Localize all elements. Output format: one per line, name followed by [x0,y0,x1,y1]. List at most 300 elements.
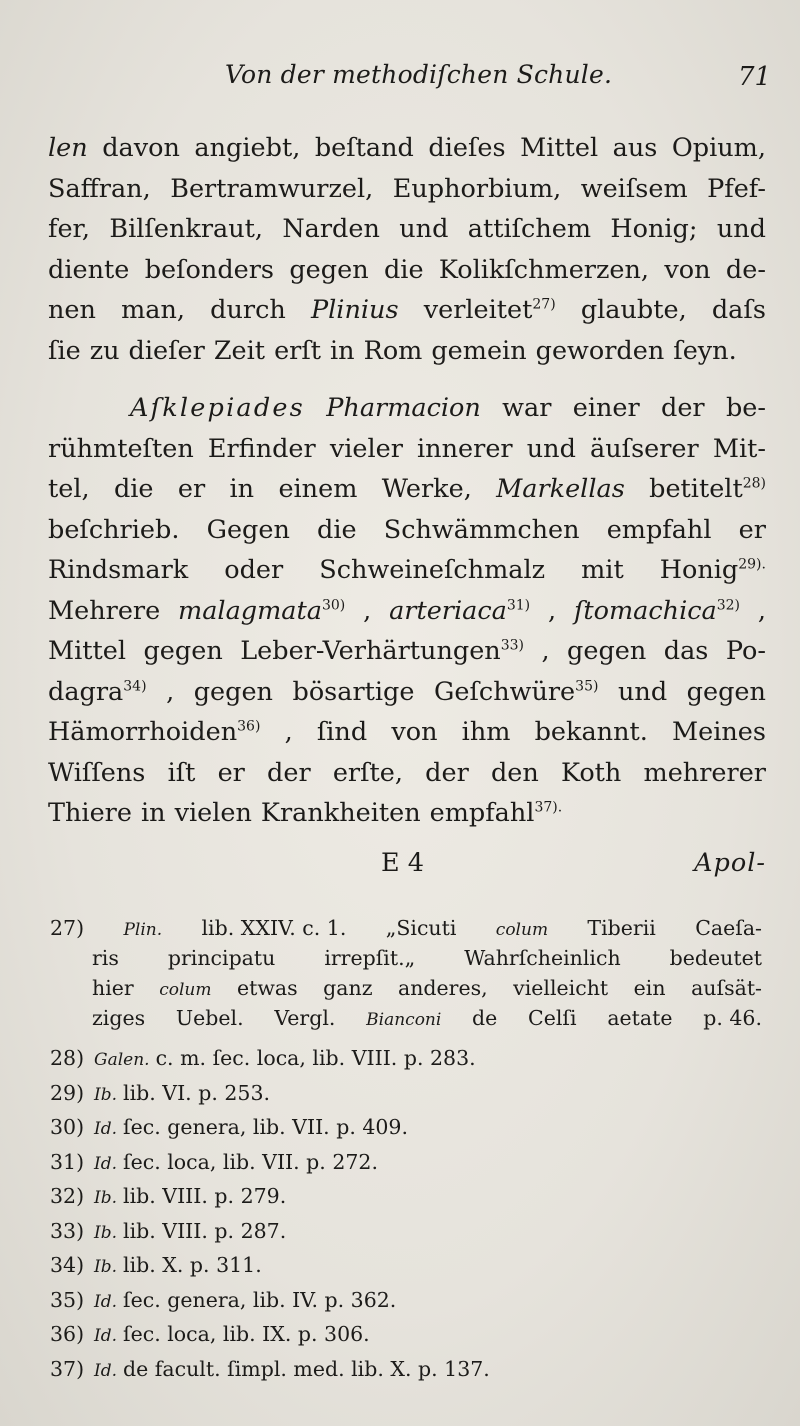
page-number: 71 [738,62,772,92]
footnote-text: lib. VIII. p. 287. [123,1218,287,1243]
body-word [317,712,367,753]
body-word-text: der [661,393,705,423]
note-word [398,973,488,1003]
body-word-text: rühmteſten [48,433,194,464]
body-word [672,128,766,169]
body-word [121,290,185,331]
body-word [607,510,712,551]
note-word [50,913,84,943]
body-word-text: diente [48,254,130,285]
footnote-line [50,913,762,943]
body-word [285,712,293,753]
body-word [581,290,687,331]
footnote-reference: 33) [500,637,524,654]
footnote-line [50,1003,762,1033]
footnote-reference: 34) [123,678,147,694]
body-word [739,510,766,551]
footnote-number: 35) [50,1287,85,1312]
footnote-reference: 37). [534,799,563,816]
footnote-item [50,1214,762,1249]
body-word-text: Thiere [48,798,132,828]
note-word-text: principatu [167,946,276,970]
footnote-source: Ib. [94,1257,118,1277]
body-word [48,250,129,291]
body-word-text: die [113,474,154,504]
footnote-item [50,1317,762,1352]
body-word [48,469,90,510]
body-word-text: Bilſenkraut, [109,214,263,244]
body-word [141,793,166,834]
footnote-item [50,1352,762,1387]
body-word [317,510,357,551]
body-word [428,128,505,169]
body-word [315,128,414,169]
body-word-text: die [317,514,357,545]
note-word-text: Bianconi [366,1010,442,1030]
footnote-number: 28) [50,1046,85,1070]
footnote-line [50,973,762,1003]
footnotes [50,913,762,1386]
body-word-text: gegen [289,254,369,285]
body-word [713,429,766,470]
body-word-text: von [391,717,438,747]
body-word-text: beſonders [144,254,275,285]
body-word-text: in [330,335,355,366]
footnote-item [50,1283,762,1318]
note-word-text: Tiberii [587,916,656,940]
note-word [324,943,415,973]
note-word [513,973,608,1003]
body-word-text: betitelt [649,474,743,504]
note-word-text: p. 46. [703,1006,762,1030]
note-word-text: Plin. [123,920,163,940]
body-word-text: Pfef- [707,173,766,204]
note-word [92,943,119,973]
note-word-text: colum [159,980,212,1000]
body-word [468,209,591,250]
body-word-text: und [399,214,449,244]
body-word-text: Saffran, [48,173,151,204]
body-word-text: angiebt, [194,133,301,163]
note-word-text: auſsät- [691,976,762,1000]
body-word [439,250,649,291]
body-word [178,591,345,632]
body-word [109,209,263,250]
body-word-text: der [267,757,311,788]
body-word [240,631,524,672]
body-word-text: , [757,595,766,626]
footnote-reference: 28) [742,475,766,492]
body-word-text: von [664,254,711,285]
text-line [48,331,766,372]
body-word-text: ſind [316,717,368,747]
body-word [535,712,648,753]
footnote-text: ſec. genera, lib. VII. p. 409. [123,1115,408,1139]
body-word [48,753,145,794]
body-word-text: ſeyn. [673,335,737,366]
body-word [48,128,88,169]
body-word [207,510,290,551]
body-word [712,290,766,331]
body-word-text: Wiſſens [48,757,146,788]
body-word-text: und [617,676,668,707]
body-word [230,469,255,510]
text-line [48,290,766,331]
body-word-text: einem [278,474,358,504]
footnote-source: Id. [94,1360,118,1381]
body-word-text: Euphorbium, [392,173,562,204]
footnote-number: 33) [50,1218,85,1243]
footnote-number: 32) [50,1184,85,1208]
body-word-text: Hämorrhoiden [48,717,238,747]
body-word-text: die [383,254,424,285]
body-word-text: Mittel [48,636,127,666]
body-word [224,550,283,591]
note-word [123,915,162,945]
text-line [48,209,766,250]
body-word [618,672,667,713]
body-word [330,429,403,470]
body-word [170,169,373,210]
body-word-text: erſt [274,335,322,366]
body-word [218,753,245,794]
footnote-item [50,1145,762,1180]
text-line [48,250,766,291]
body-word [567,631,646,672]
note-word [634,973,666,1003]
body-word-text: und [716,214,766,244]
body-word-text: Krankheiten [260,798,421,828]
note-word-text: ganz [323,976,373,1000]
body-word-text: glaubte, [580,295,687,325]
body-word [48,510,179,551]
body-word-text: bösartige [292,676,415,707]
footnote-text: ſec. genera, lib. IV. p. 362. [123,1287,397,1312]
body-word-text: das [663,636,709,666]
footnote-number: 30) [50,1115,85,1139]
page-header [0,58,800,98]
body-word-text: gegen [567,636,647,666]
note-word [386,913,457,943]
body-word [382,469,472,510]
body-word [502,388,551,429]
body-word-text: und [526,433,576,464]
note-word-text: ein [633,976,666,1000]
body-word-text: Kolikſchmerzen, [438,254,650,285]
body-word [541,631,549,672]
note-word [92,1003,145,1033]
body-word [434,672,598,713]
note-word [472,1003,497,1033]
body-word [145,250,274,291]
body-word [363,591,371,632]
note-word [323,973,372,1003]
body-word-text: Honig; [610,214,698,244]
footnote-item [50,1248,762,1283]
text-line [48,510,766,551]
body-word [274,331,321,372]
body-word [208,429,316,470]
note-word-text: Caeſa- [695,916,762,940]
body-word [673,331,736,372]
body-word [48,169,151,210]
text-line [48,429,766,470]
body-word-text: Werke, [381,474,472,504]
body-word [178,469,205,510]
body-word [417,429,513,470]
body-word-text: geworden [535,335,665,366]
note-word-text: vielleicht [513,976,609,1000]
body-word [214,331,265,372]
body-word-text: er [217,757,245,788]
body-word-text: Rom [363,335,423,366]
body-word-text: Schweineſchmalz [319,555,546,585]
body-word-text: empfahl [606,514,712,545]
text-line [48,550,766,591]
body-word-text: Honig [659,555,739,585]
footnote-reference: 27) [532,296,556,313]
body-word-text: äuſserer [590,433,699,464]
footnote-source: Id. [94,1326,118,1346]
text-line [48,469,766,510]
text-line [48,672,766,713]
body-word-text: Plinius [310,295,399,325]
body-word [660,550,766,591]
body-word-text: empfahl [429,798,535,828]
catchword: Apol- [694,848,766,878]
body-word [129,331,205,372]
text-line [48,388,766,429]
footnote-item [50,1041,762,1076]
body-word-text: Rindsmark [48,555,189,585]
body-word-text: er [738,514,766,545]
body-word-text: Mittel [520,133,599,163]
note-word-text: irrepſit.„ [324,946,416,970]
note-word-text: Vergl. [274,1006,336,1030]
body-word-text: Leber-Verhärtungen [240,636,501,666]
body-word [267,753,311,794]
body-word [384,250,424,291]
footnote-line [50,943,762,973]
body-word [726,250,766,291]
body-word-text: , [166,676,175,707]
body-word-text: malagmata [178,595,322,626]
body-word [581,169,688,210]
body-word-text: nen [48,295,96,325]
page-footer-line [48,848,766,888]
note-word-text: ris [92,946,119,970]
body-word [462,712,511,753]
note-word-text: de [472,1006,498,1030]
note-word [159,975,211,1005]
body-word [664,250,710,291]
body-word-text: gegen [193,676,273,707]
body-word [726,631,766,672]
text-line [48,128,766,169]
body-word-text: Schwämmchen [383,514,580,545]
signature-mark: E 4 [381,848,424,878]
note-word-text: „Sicuti [385,916,457,940]
body-word [48,331,81,372]
body-word-text: gegen [686,676,766,707]
body-word [561,753,621,794]
running-title: Von der methodiſchen Schule. [225,60,613,89]
body-word [393,169,562,210]
body-word [278,469,357,510]
body-word [430,793,563,834]
footnote-text: lib. VI. p. 253. [123,1080,271,1105]
body-word [424,290,556,331]
body-word [330,331,355,372]
note-word [92,973,134,1003]
body-word [194,128,300,169]
body-word [520,128,598,169]
footnote-reference: 30) [321,597,346,613]
body-word [175,793,252,834]
body-word-text: Po- [725,636,766,666]
body-word-text: durch [210,295,286,325]
body-word [48,712,260,753]
body-word-text: mit [581,555,624,585]
body-word [574,591,740,632]
footnote-text: lib. VIII. p. 279. [123,1184,287,1208]
body-word [143,631,222,672]
note-word-text: lib. XXIV. c. 1. [201,916,347,940]
body-word-text: beſchrieb. [48,514,180,545]
note-word-text: anderes, [398,976,488,1000]
body-word-text: verleitet [423,295,533,325]
note-word-text: hier [92,976,134,1000]
body-word [389,591,530,632]
footnote-reference: 31) [506,597,531,613]
body-word-text: gegen [143,636,223,666]
body-word-text: Pharmacion [326,393,481,423]
body-word [610,209,697,250]
footnote-source: Ib. [94,1222,118,1243]
body-word-text: bekannt. [534,717,648,747]
footnote-item [50,1179,762,1214]
body-word-text: de- [725,254,766,285]
text-line [48,712,766,753]
body-word [48,290,96,331]
body-word-text: Meines [672,717,766,747]
body-word-text: zu [89,335,120,366]
body-word [311,290,399,331]
body-word-text: Mehrere [48,595,161,626]
footnote-27 [50,913,762,1033]
body-word [649,469,766,510]
body-word [48,631,126,672]
body-word [48,591,160,632]
body-word [491,753,539,794]
body-word-text: Markellas [496,474,625,504]
body-word-text: ſtomachica [573,595,717,626]
body-word [613,128,658,169]
body-word [527,429,576,470]
body-word-text: dieſes [428,133,506,163]
body-word [48,672,147,713]
body-word [536,331,665,372]
body-word [581,550,624,591]
note-word [528,1003,577,1033]
body-word [687,672,766,713]
body-word-text: Opium, [671,133,766,163]
footnote-source: Galen. [94,1050,150,1070]
body-word-text: den [490,757,539,788]
body-word [319,550,545,591]
body-word [48,793,132,834]
footnote-list [50,1041,762,1386]
note-word [703,1003,762,1033]
body-word-text: der [425,757,469,788]
note-word-text: bedeutet [669,946,762,970]
note-word [464,943,620,973]
body-word-text: Bertramwurzel, [170,173,374,204]
footnote-number: 37) [50,1356,85,1381]
note-word [496,915,548,945]
body-word-text: Koth [560,757,622,788]
footnote-number: 31) [50,1149,85,1174]
body-word-text: war [502,393,552,423]
body-word [166,672,174,713]
body-word-text: be- [725,393,766,423]
note-word-text: Uebel. [175,1006,244,1030]
footnote-number: 36) [50,1322,85,1346]
text-line [48,169,766,210]
body-word-text: innerer [417,433,513,464]
body-word [644,753,766,794]
body-word [48,429,194,470]
note-word [691,973,762,1003]
note-word [366,1005,441,1035]
body-word [130,388,305,429]
body-word-text: arteriaca [389,595,507,626]
body-word-text: Erfinder [207,433,316,464]
body-word [664,631,709,672]
footnote-source: Ib. [94,1084,118,1105]
body-word [661,388,705,429]
footnote-item [50,1076,762,1111]
body-word [548,591,556,632]
body-word [726,388,766,429]
note-word [670,943,762,973]
note-word [168,943,276,973]
body-word [210,290,286,331]
body-word [391,712,437,753]
body-word-text: , [547,595,557,626]
footnote-source: Ib. [94,1188,118,1208]
body-word-text: einer [572,393,640,423]
note-word-text: ziges [92,1006,146,1030]
body-word [90,331,120,372]
body-word-text: er [177,474,206,504]
body-word-text: ihm [461,717,511,747]
body-word-text: gemein [431,335,527,366]
body-word-text: mehrerer [643,757,766,788]
body-word [282,209,380,250]
note-word [176,1003,244,1033]
note-word [695,913,762,943]
body-word [194,672,273,713]
body-word [590,429,699,470]
footnote-reference: 29). [738,556,766,573]
note-word [274,1003,335,1033]
body-word [384,510,580,551]
body-word [114,469,154,510]
body-word-text: iſt [167,757,196,788]
note-word-text: etwas [236,976,298,1000]
note-word-text: colum [495,920,549,940]
